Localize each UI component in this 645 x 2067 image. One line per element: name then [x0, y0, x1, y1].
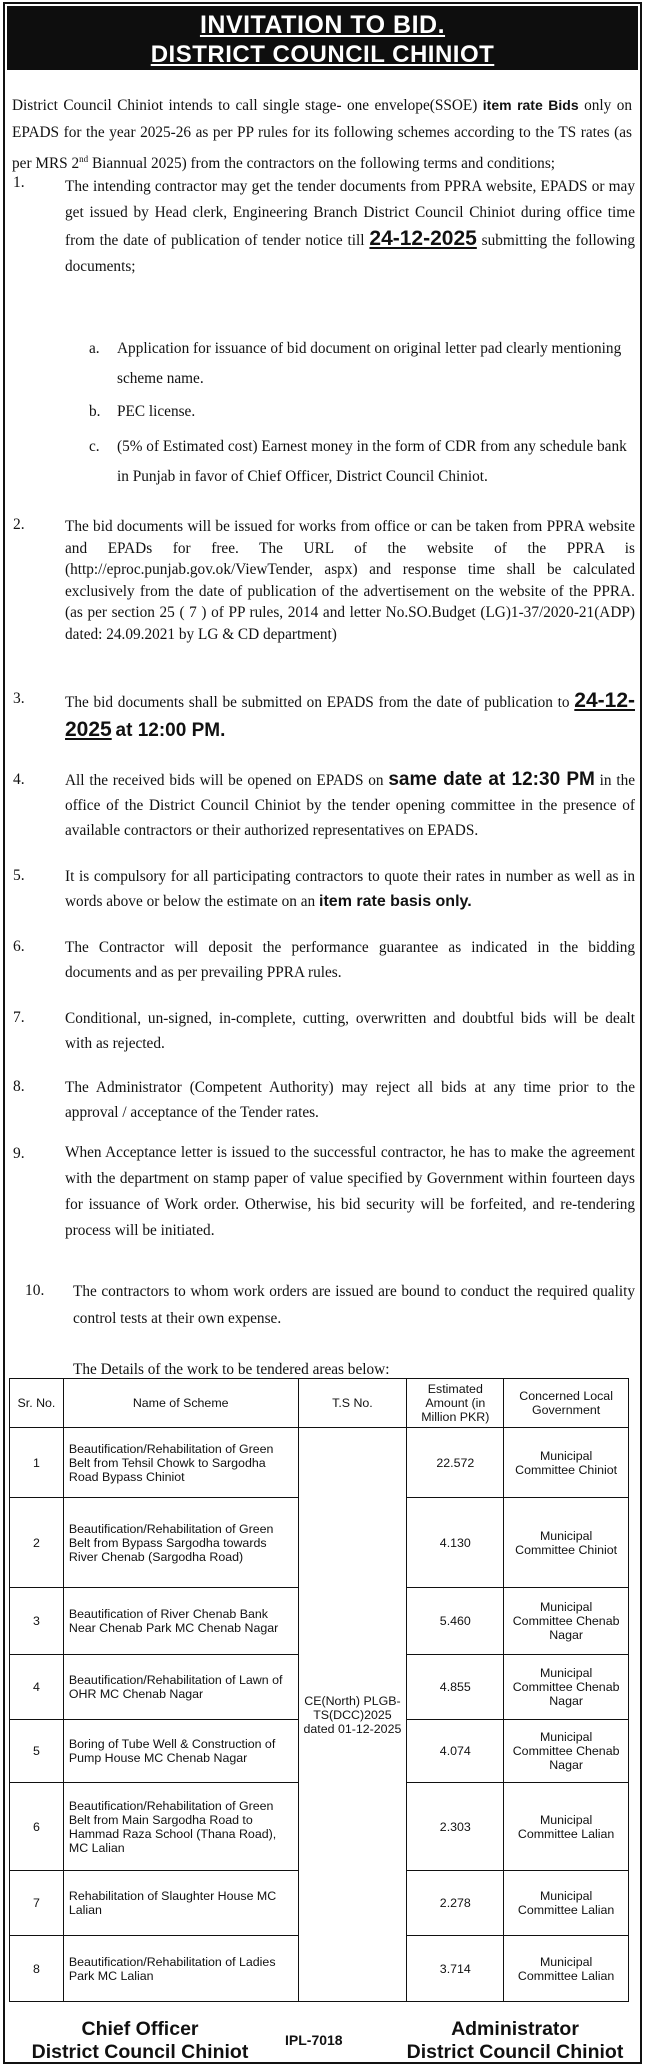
cell-ts-no: CE(North) PLGB-TS(DCC)2025 dated 01-12-2025: [298, 1428, 407, 2002]
title-banner: [7, 6, 638, 70]
notice-subtitle: DISTRICT COUNCIL CHINIOT: [150, 41, 495, 68]
clause-number: 3.: [13, 690, 25, 707]
intro-bold: item rate Bids: [482, 97, 579, 113]
clause-number: 10.: [25, 1282, 45, 1299]
header-local-government: Concerned Local Government: [504, 1379, 629, 1428]
signature-chief-officer: Chief Officer District Council Chiniot: [31, 2018, 249, 2063]
header-scheme-name: Name of Scheme: [63, 1379, 298, 1428]
cell-amount: 5.460: [407, 1588, 504, 1655]
cell-amount: 2.303: [407, 1783, 504, 1871]
intro-paragraph: District Council Chiniot intends to call single stage- one envelope(SSOE) item rate Bids only on EPADS for the year 2025-26 as per PP rules for its following schemes according to the TS rates (as per MRS 2nd Biannual 2025) from the contractors on the following terms and conditions;: [12, 97, 632, 173]
cell-govt: Municipal Committee Chiniot: [504, 1428, 629, 1498]
sub-item: c. (5% of Estimated cost) Earnest money in the form of CDR from any schedule bank in Punjab in favor of Chief Officer, District Council Chiniot.: [89, 438, 627, 485]
cell-govt: Municipal Committee Chenab Nagar: [504, 1655, 629, 1720]
cell-scheme: Beautification/Rehabilitation of Green Belt from Main Sargodha Road to Hammad Raza School (Thana Road), MC Lalian: [63, 1783, 298, 1871]
clause-number: 4.: [13, 771, 25, 788]
cell-sr: 2: [10, 1498, 64, 1588]
clause-number: 2.: [13, 516, 25, 533]
cell-sr: 6: [10, 1783, 64, 1871]
clause-2: The bid documents will be issued for works from office or can be taken from PPRA website and EPADs for free. The URL of the website of the PPRA is (http://eproc.punjab.gov.ok/ViewTender, aspx) and response time shall be calculated exclusively from the date of publication of the advertisement on the website of the PPRA. (as per section 25 ( 7 ) of PP rules, 2014 and letter No.SO.Budget (LG)1-37/2020-21(ADP) dated: 24.09.2021 by LG & CD department): [65, 518, 635, 643]
submission-time: at 12:00 PM.: [115, 720, 226, 741]
opening-time: same date at 12:30 PM: [388, 769, 595, 790]
clause-8: The Administrator (Competent Authority) may reject all bids at any time prior to the approval / acceptance of the Tender rates.: [65, 1079, 635, 1121]
cell-scheme: Boring of Tube Well & Construction of Pump House MC Chenab Nagar: [63, 1720, 298, 1783]
notice-title: INVITATION TO BID.: [199, 11, 446, 39]
table-row: [10, 1428, 629, 1498]
clause-number: 1.: [13, 174, 25, 191]
clause-9: When Acceptance letter is issued to the successful contractor, he has to make the agreement with the department on stamp paper of value specified by Government within fourteen days for issuance of Work order. Otherwise, his bid security will be forfeited, and re-tendering process will be initiated.: [65, 1144, 635, 1239]
rate-basis: item rate basis only.: [319, 893, 472, 910]
cell-scheme: Beautification/Rehabilitation of Green Belt from Bypass Sargodha towards River Chenab (Sargodha Road): [63, 1498, 298, 1588]
cell-amount: 3.714: [407, 1936, 504, 2002]
ipl-number: IPL-7018: [285, 2032, 343, 2048]
cell-govt: Municipal Committee Chenab Nagar: [504, 1720, 629, 1783]
clause-10: The contractors to whom work orders are issued are bound to conduct the required quality control tests at their own expense.: [73, 1283, 635, 1327]
cell-govt: Municipal Committee Lalian: [504, 1936, 629, 2002]
cell-sr: 3: [10, 1588, 64, 1655]
cell-amount: 4.130: [407, 1498, 504, 1588]
clause-number: 6.: [13, 938, 25, 955]
clause-3: The bid documents shall be submitted on EPADS from the date of publication to 24-12-2025 at 12:00 PM.: [65, 689, 635, 741]
clause-6: The Contractor will deposit the performance guarantee as indicated in the bidding documents and as per prevailing PPRA rules.: [65, 939, 635, 981]
cell-govt: Municipal Committee Chiniot: [504, 1498, 629, 1588]
cell-amount: 2.278: [407, 1871, 504, 1936]
clause-number: 7.: [13, 1009, 25, 1026]
cell-govt: Municipal Committee Lalian: [504, 1871, 629, 1936]
cell-govt: Municipal Committee Chenab Nagar: [504, 1588, 629, 1655]
cell-scheme: Beautification of River Chenab Bank Near Chenab Park MC Chenab Nagar: [63, 1588, 298, 1655]
clause-number: 9.: [13, 1145, 25, 1162]
cell-scheme: Beautification/Rehabilitation of Lawn of OHR MC Chenab Nagar: [63, 1655, 298, 1720]
cell-sr: 1: [10, 1428, 64, 1498]
header-estimated-amount: Estimated Amount (in Million PKR): [407, 1379, 504, 1428]
cell-amount: 4.074: [407, 1720, 504, 1783]
cell-amount: 4.855: [407, 1655, 504, 1720]
header-sr-no: Sr. No.: [10, 1379, 64, 1428]
submission-date: 24-12-2025: [65, 689, 635, 741]
cell-sr: 7: [10, 1871, 64, 1936]
cell-scheme: Rehabilitation of Slaughter House MC Lalian: [63, 1871, 298, 1936]
cell-govt: Municipal Committee Lalian: [504, 1783, 629, 1871]
clause-5: It is compulsory for all participating contractors to quote their rates in number as well as in words above or below the estimate on an item rate basis only.: [65, 868, 635, 910]
clause-4: All the received bids will be opened on EPADS on same date at 12:30 PM in the office of the District Council Chiniot by the tender opening committee in the presence of available contractors or their authorized representatives on EPADS.: [65, 769, 636, 839]
clause-1: The intending contractor may get the tender documents from PPRA website, EPADS or may get issued by Head clerk, Engineering Branch District Council Chiniot during office time from the date of publication of tender notice till 24-12-2025 submitting the following documents;: [65, 178, 635, 275]
clause-number: 5.: [13, 867, 25, 884]
sub-item: a. Application for issuance of bid document on original letter pad clearly mentioning scheme name.: [89, 340, 622, 387]
sub-item: b. PEC license.: [89, 403, 196, 420]
works-table: [9, 1378, 629, 2002]
cell-sr: 4: [10, 1655, 64, 1720]
cell-amount: 22.572: [407, 1428, 504, 1498]
signature-administrator: Administrator District Council Chiniot: [406, 2018, 624, 2063]
cell-scheme: Beautification/Rehabilitation of Ladies Park MC Lalian: [63, 1936, 298, 2002]
cell-sr: 8: [10, 1936, 64, 2002]
cell-scheme: Beautification/Rehabilitation of Green Belt from Tehsil Chowk to Sargodha Road Bypass Chiniot: [63, 1428, 298, 1498]
table-header-row: [10, 1379, 629, 1428]
notice-frame: [3, 2, 642, 2064]
table-caption: The Details of the work to be tendered areas below:: [73, 1361, 390, 1378]
clause-number: 8.: [13, 1078, 25, 1095]
cell-sr: 5: [10, 1720, 64, 1783]
deadline-date: 24-12-2025: [369, 227, 477, 250]
clause-7: Conditional, un-signed, in-complete, cutting, overwritten and doubtful bids will be dealt with as rejected.: [65, 1010, 635, 1052]
header-ts-no: T.S No.: [298, 1379, 407, 1428]
